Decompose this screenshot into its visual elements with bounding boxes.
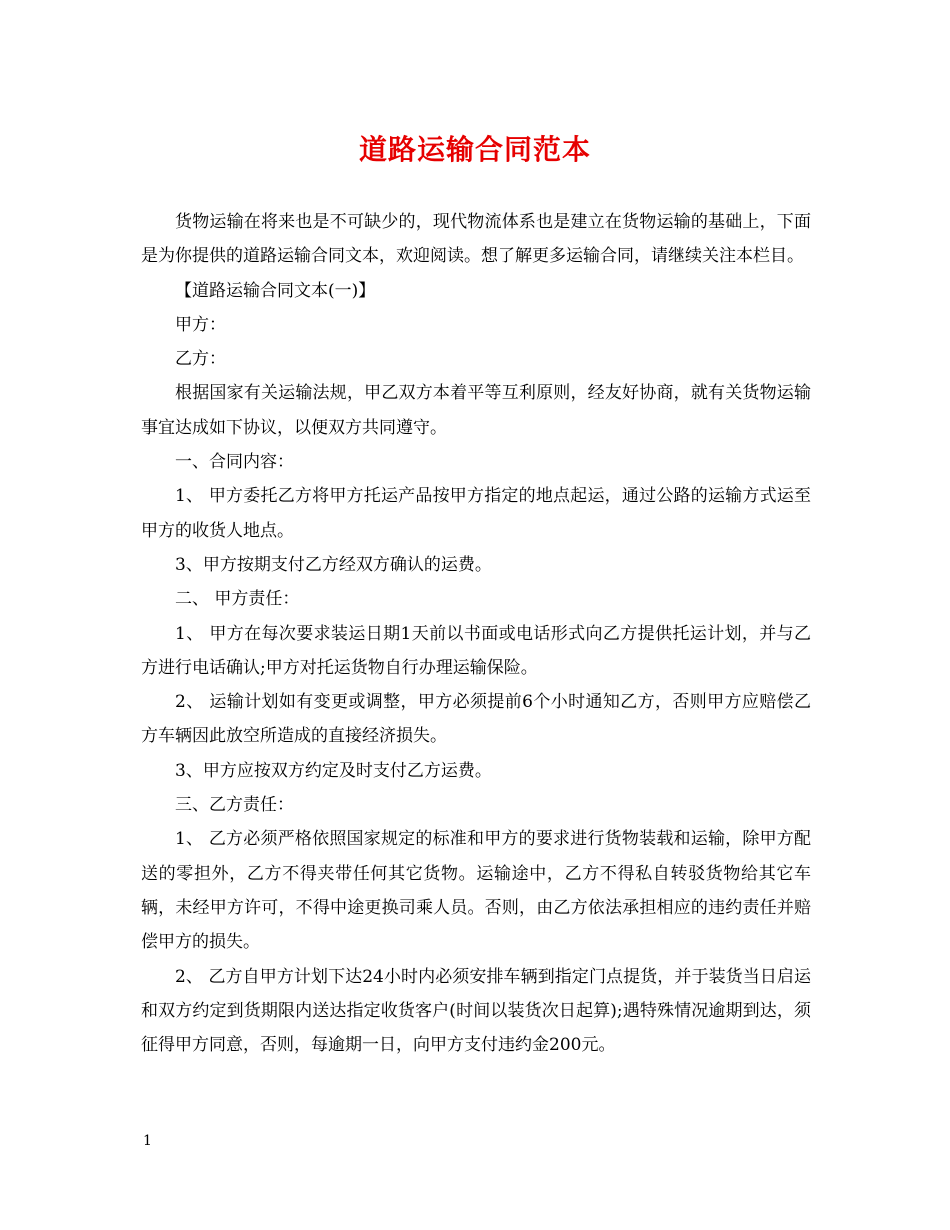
party-a-line: 甲方： (175, 314, 226, 335)
clause-item: 2、 乙方自甲方计划下达24小时内必须安排车辆到指定门点提货，并于装货当日启运和双方约定到货期限内送达指定收货客户(时间以装货次日起算);遇特殊情况逾期到达，须征得甲方同意，否则，每逾期一日，向甲方支付违约金200元。 (141, 966, 811, 1056)
clause-heading-party-b-duties: 三、乙方责任： (175, 795, 294, 816)
clause-item: 2、 运输计划如有变更或调整，甲方必须提前6个小时通知乙方，否则甲方应赔偿乙方车辆因此放空所造成的直接经济损失。 (141, 692, 811, 747)
clause-item: 3、甲方应按双方约定及时支付乙方运费。 (175, 760, 492, 781)
clause-item: 1、 乙方必须严格依照国家规定的标准和甲方的要求进行货物装载和运输，除甲方配送的零担外，乙方不得夹带任何其它货物。运输途中，乙方不得私自转驳货物给其它车辆，未经甲方许可，不得中途更换司乘人员。否则，由乙方依法承担相应的违约责任并赔偿甲方的损失。 (141, 829, 811, 953)
document-title: 道路运输合同范本 (358, 133, 591, 166)
clause-heading-contract-content: 一、合同内容： (175, 452, 294, 473)
clause-item: 1、 甲方在每次要求装运日期1天前以书面或电话形式向乙方提供托运计划，并与乙方进行电话确认;甲方对托运货物自行办理运输保险。 (141, 623, 811, 678)
clause-item: 3、甲方按期支付乙方经双方确认的运费。 (175, 554, 492, 575)
party-b-line: 乙方： (175, 349, 226, 370)
intro-paragraph: 货物运输在将来也是不可缺少的，现代物流体系也是建立在货物运输的基础上，下面是为你提供的道路运输合同文本，欢迎阅读。想了解更多运输合同，请继续关注本栏目。 (141, 212, 811, 267)
page-number: 1 (143, 1133, 152, 1149)
preamble-paragraph: 根据国家有关运输法规，甲乙双方本着平等互利原则，经友好协商，就有关货物运输事宜达成如下协议，以便双方共同遵守。 (141, 383, 811, 438)
clause-item: 1、 甲方委托乙方将甲方托运产品按甲方指定的地点起运，通过公路的运输方式运至甲方的收货人地点。 (141, 486, 811, 541)
clause-heading-party-a-duties: 二、 甲方责任： (175, 589, 300, 610)
document-body (141, 205, 811, 1062)
section-heading-contract-text-1: 【道路运输合同文本(一)】 (175, 280, 376, 301)
